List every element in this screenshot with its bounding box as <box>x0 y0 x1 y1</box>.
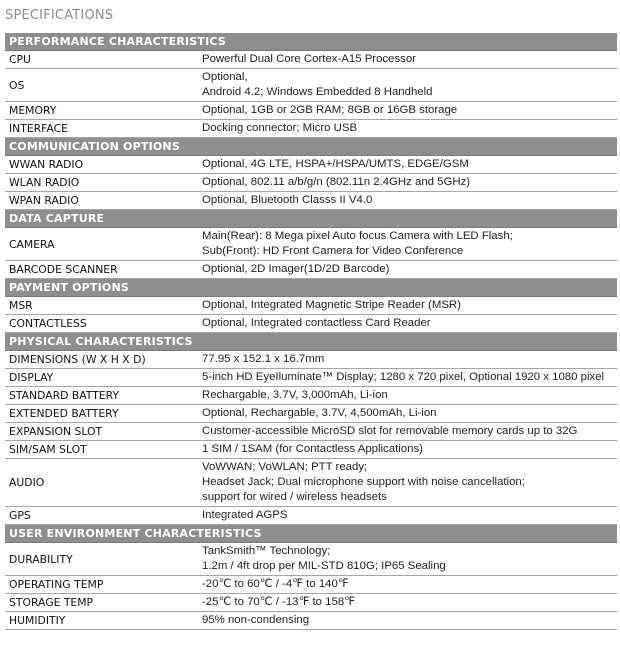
spec-row-memory <box>5 102 617 120</box>
spec-label: STORAGE TEMP <box>5 594 198 612</box>
spec-value: Optional, 4G LTE, HSPA+/HSPA/UMTS, EDGE/GSM <box>198 156 617 174</box>
section-title: USER ENVIRONMENT CHARACTERISTICS <box>5 525 617 543</box>
spec-value: Optional, 1GB or 2GB RAM; 8GB or 16GB storage <box>198 102 617 120</box>
specifications-table <box>5 33 617 630</box>
spec-row-expansion-slot <box>5 423 617 441</box>
section-header-performance <box>5 33 617 51</box>
spec-row-audio <box>5 459 617 507</box>
spec-row-barcode-scanner <box>5 261 617 279</box>
spec-label: CPU <box>5 51 198 69</box>
spec-value: TankSmith™ Technology; 1.2m / 4ft drop per MIL-STD 810G; IP65 Sealing <box>198 543 617 576</box>
spec-label: CAMERA <box>5 228 198 261</box>
spec-row-humidity <box>5 612 617 630</box>
spec-label: SIM/SAM SLOT <box>5 441 198 459</box>
spec-value: Optional, 802.11 a/b/g/n (802.11n 2.4GHz and 5GHz) <box>198 174 617 192</box>
spec-label: OS <box>5 69 198 102</box>
spec-label: STANDARD BATTERY <box>5 387 198 405</box>
spec-row-gps <box>5 507 617 525</box>
spec-value: Integrated AGPS <box>198 507 617 525</box>
spec-label: HUMIDITIY <box>5 612 198 630</box>
spec-row-storage-temp <box>5 594 617 612</box>
spec-label: GPS <box>5 507 198 525</box>
spec-label: DURABILITY <box>5 543 198 576</box>
spec-row-os <box>5 69 617 102</box>
spec-row-wlan <box>5 174 617 192</box>
page-title: SPECIFICATIONS <box>5 8 114 23</box>
spec-row-sim-sam-slot <box>5 441 617 459</box>
spec-row-display <box>5 369 617 387</box>
section-title: PERFORMANCE CHARACTERISTICS <box>5 33 617 51</box>
spec-row-dimensions <box>5 351 617 369</box>
spec-row-msr <box>5 297 617 315</box>
spec-value: 5-inch HD EyeIluminate™ Display; 1280 x 720 pixel, Optional 1920 x 1080 pixel <box>198 369 617 387</box>
spec-row-interface <box>5 120 617 138</box>
spec-label: MSR <box>5 297 198 315</box>
section-header-communication <box>5 138 617 156</box>
spec-label: EXTENDED BATTERY <box>5 405 198 423</box>
spec-row-cpu <box>5 51 617 69</box>
section-header-user-environment <box>5 525 617 543</box>
section-title: PAYMENT OPTIONS <box>5 279 617 297</box>
spec-value: Optional, Android 4.2; Windows Embedded 8 Handheld <box>198 69 617 102</box>
spec-value: 1 SIM / 1SAM (for Contactless Applications) <box>198 441 617 459</box>
spec-label: OPERATING TEMP <box>5 576 198 594</box>
section-title: PHYSICAL CHARACTERISTICS <box>5 333 617 351</box>
spec-label: INTERFACE <box>5 120 198 138</box>
spec-row-extended-battery <box>5 405 617 423</box>
spec-value: Main(Rear): 8 Mega pixel Auto focus Camera with LED Flash; Sub(Front): HD Front Camera for Video Conference <box>198 228 617 261</box>
spec-value: Customer-accessible MicroSD slot for removable memory cards up to 32G <box>198 423 617 441</box>
spec-value: 95% non-condensing <box>198 612 617 630</box>
section-header-data-capture <box>5 210 617 228</box>
spec-value: VoWWAN; VoWLAN; PTT ready; Headset Jack; Dual microphone support with noise cancellation; support for wired / wireless headsets <box>198 459 617 507</box>
spec-label: WLAN RADIO <box>5 174 198 192</box>
spec-value: Optional, Integrated contactless Card Reader <box>198 315 617 333</box>
spec-row-contactless <box>5 315 617 333</box>
spec-label: MEMORY <box>5 102 198 120</box>
spec-value: -25℃ to 70℃ / -13℉ to 158℉ <box>198 594 617 612</box>
section-title: COMMUNICATION OPTIONS <box>5 138 617 156</box>
spec-value: 77.95 x 152.1 x 16.7mm <box>198 351 617 369</box>
section-title: DATA CAPTURE <box>5 210 617 228</box>
spec-label: WPAN RADIO <box>5 192 198 210</box>
section-header-payment <box>5 279 617 297</box>
spec-row-durability <box>5 543 617 576</box>
spec-label: DISPLAY <box>5 369 198 387</box>
spec-row-wwan <box>5 156 617 174</box>
spec-value: Optional, 2D Imager(1D/2D Barcode) <box>198 261 617 279</box>
spec-label: DIMENSIONS (W X H X D) <box>5 351 198 369</box>
spec-label: CONTACTLESS <box>5 315 198 333</box>
spec-row-operating-temp <box>5 576 617 594</box>
spec-row-wpan <box>5 192 617 210</box>
spec-label: EXPANSION SLOT <box>5 423 198 441</box>
spec-value: Rechargable, 3.7V, 3,000mAh, Li-ion <box>198 387 617 405</box>
spec-value: -20℃ to 60℃ / -4℉ to 140℉ <box>198 576 617 594</box>
spec-label: BARCODE SCANNER <box>5 261 198 279</box>
spec-label: WWAN RADIO <box>5 156 198 174</box>
spec-value: Optional, Rechargable, 3.7V, 4,500mAh, Li-ion <box>198 405 617 423</box>
spec-row-standard-battery <box>5 387 617 405</box>
spec-row-camera <box>5 228 617 261</box>
spec-value: Powerful Dual Core Cortex-A15 Processor <box>198 51 617 69</box>
section-header-physical <box>5 333 617 351</box>
spec-value: Optional, Bluetooth Classs II V4.0 <box>198 192 617 210</box>
spec-label: AUDIO <box>5 459 198 507</box>
spec-value: Docking connector; Micro USB <box>198 120 617 138</box>
spec-value: Optional, Integrated Magnetic Stripe Reader (MSR) <box>198 297 617 315</box>
